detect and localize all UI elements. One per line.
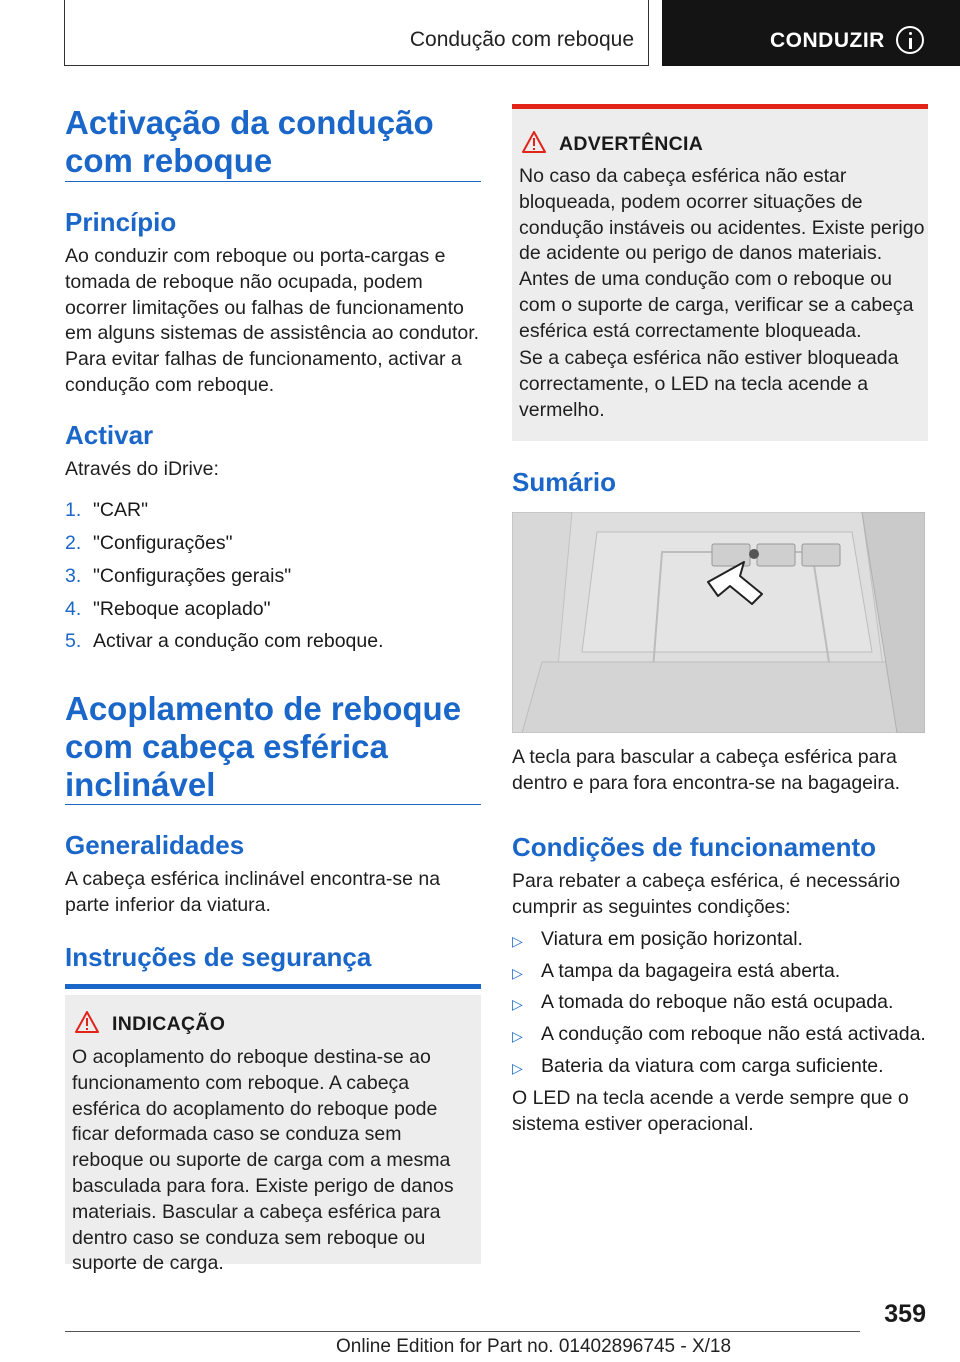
chapter-tab [662,0,960,66]
notice-text: O acoplamento do reboque destina-se ao funcionamento com reboque. A cabeça esférica do acoplamento do reboque pode ficar deformada caso se conduza sem reboque ou suporte de carga com a mesma basculada para fora. Existe perigo de danos materiais. Bascular a cabeça esférica para dentro caso se conduza sem reboque ou suporte de carga. [72,1046,454,1275]
step-text: "Reboque acoplado" [93,598,271,620]
heading-general: Generalidades [65,830,245,860]
heading-coupling [65,690,481,805]
bullet-icon: ▷ [512,965,523,981]
condition-text: Bateria da viatura com carga suficiente. [541,1055,884,1077]
heading-conditions: Condições de funcionamento [512,832,877,862]
chapter-title: CONDUZIR [770,29,885,52]
led-text: O LED na tecla acende a verde sempre que o sistema estiver operacional. [512,1087,909,1135]
heading-activation [65,104,481,182]
bullet-icon: ▷ [512,1028,523,1044]
general-text: A cabeça esférica inclinável encontra-se na parte inferior da viatura. [65,868,441,916]
section-tab [64,0,649,66]
warning-triangle-icon [522,131,546,153]
footer-rule [65,1331,860,1332]
notice-title: INDICAÇÃO [112,1013,226,1035]
conditions-text: Para rebater a cabeça esférica, é necessário cumprir as seguintes condições: [512,870,901,918]
warning-box [512,109,928,441]
bullet-icon: ▷ [512,933,523,949]
heading-principle: Princípio [65,207,177,237]
step-text: Activar a condução com reboque. [93,630,384,652]
notice-box [65,995,481,1275]
heading-safety: Instruções de segurança [65,942,372,972]
trunk-illustration [512,512,925,733]
heading-coupling-text: Acoplamento de reboque com cabeça esférica inclinável [65,690,462,803]
warning-text: No caso da cabeça esférica não estar bloqueada, podem ocorrer situações de condução instáveis ou acidentes. Existe perigo de acidente ou perigo de danos materiais. Antes de uma condução com o reboque ou com o suporte de carga, verificar se a cabeça esférica está correctamente bloqueada. [519,165,925,342]
principle-text: Ao conduzir com reboque ou porta-cargas e tomada de reboque não ocupada, podem ocorrer limitações ou falhas de funcionamento em alguns sistemas de assistência ao condutor. Para evitar falhas de funcionamento, activar a condução com reboque. [65,245,480,396]
step-text: "Configurações" [93,532,233,554]
condition-text: A tampa da bagageira está aberta. [541,960,841,982]
heading-summary: Sumário [512,467,617,497]
bullet-icon: ▷ [512,996,523,1012]
condition-text: Viatura em posição horizontal. [541,928,803,950]
warning-text-2: Se a cabeça esférica não estiver bloqueada correctamente, o LED na tecla acende a vermelho. [519,347,899,421]
photo-caption: A tecla para bascular a cabeça esférica para dentro e para fora encontra-se na bagageira. [512,746,901,794]
heading-activation-text: Activação da condução com reboque [65,104,434,179]
condition-text: A condução com reboque não está activada. [541,1023,926,1045]
step-number: 1. [65,499,82,521]
heading-activate: Activar [65,420,154,450]
step-text: "CAR" [93,499,149,521]
step-number: 5. [65,630,82,652]
trunk-button-photo [512,512,925,733]
step-number: 2. [65,532,82,554]
page-header [0,0,960,66]
info-icon [896,26,924,54]
page-number: 359 [884,1300,926,1328]
bullet-icon: ▷ [512,1060,523,1076]
section-title: Condução com reboque [409,28,634,51]
warning-title: ADVERTÊNCIA [559,133,704,155]
step-text: "Configurações gerais" [93,565,292,587]
condition-text: A tomada do reboque não está ocupada. [541,991,894,1013]
warning-triangle-icon [75,1011,99,1033]
safety-rule [65,984,481,989]
step-number: 3. [65,565,82,587]
step-number: 4. [65,598,82,620]
edition-text: Online Edition for Part no. 01402896745 - X/18 [336,1336,732,1357]
via-text: Através do iDrive: [65,458,219,480]
